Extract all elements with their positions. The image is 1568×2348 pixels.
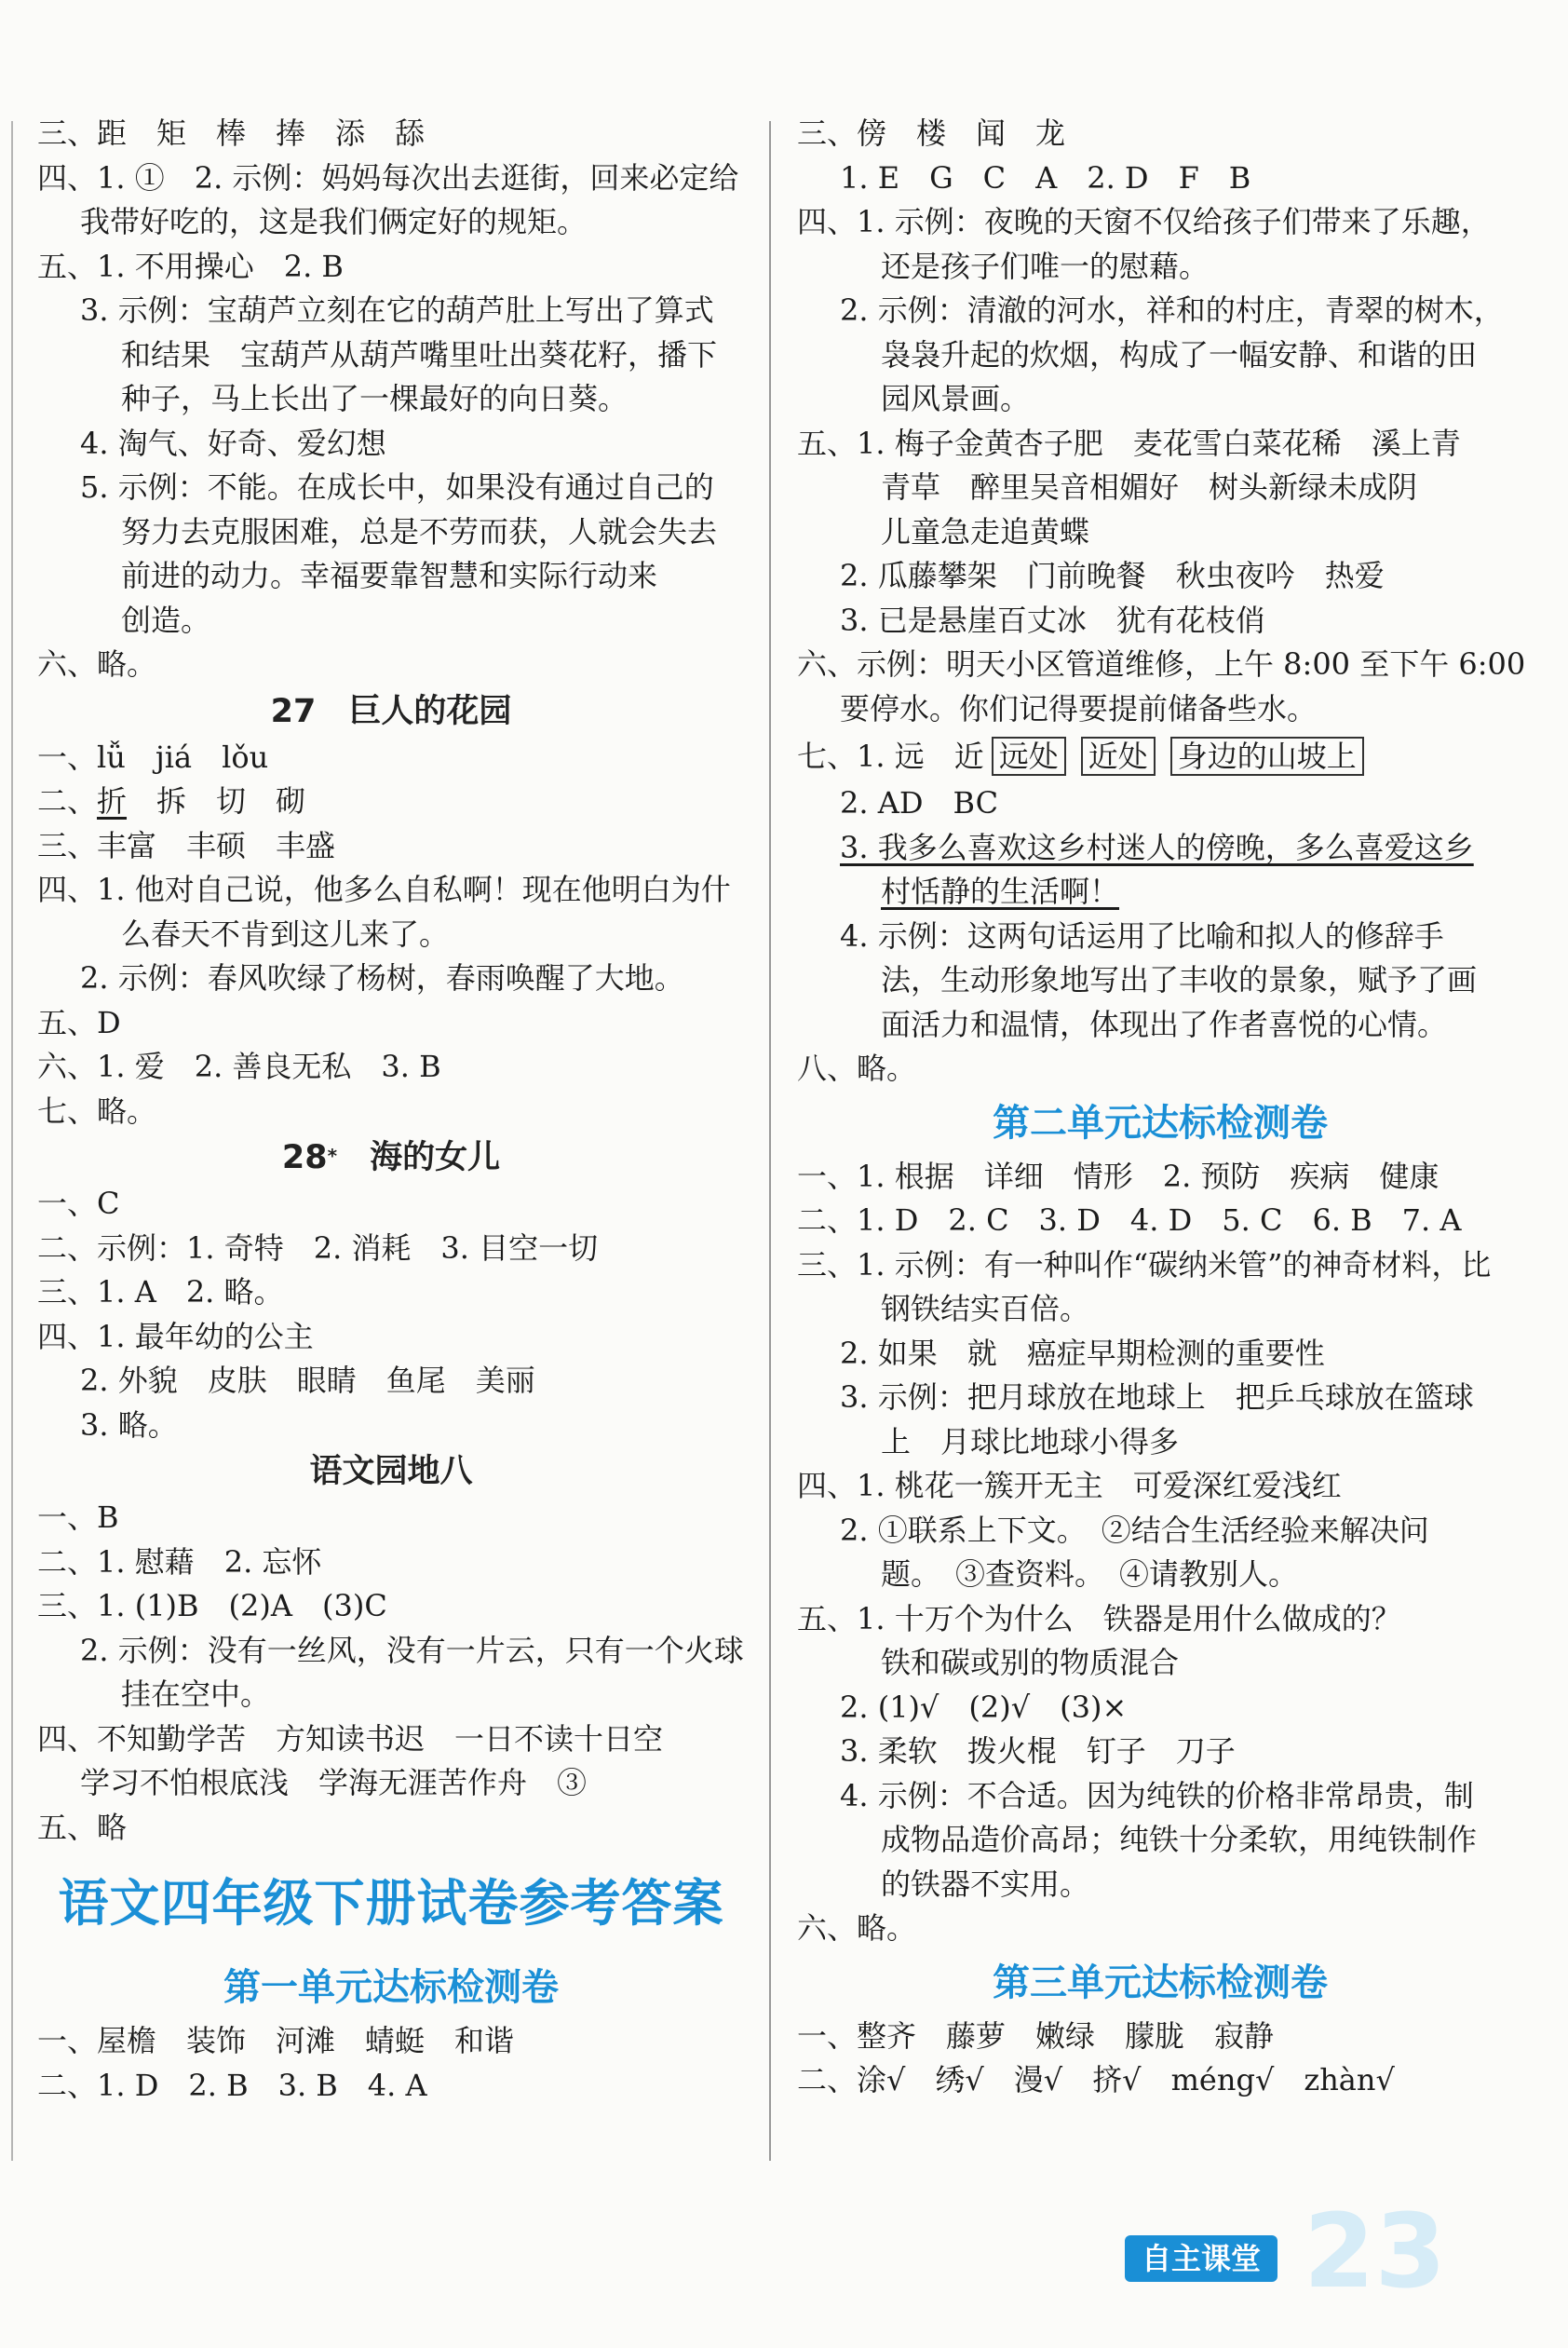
answer-line: 创造。 <box>121 602 211 638</box>
answer-line: 4. 示例：不合适。因为纯铁的价格非常昂贵，制 <box>840 1777 1474 1813</box>
lesson-heading-28 <box>37 1133 745 1182</box>
answer-line: 4. 示例：这两句话运用了比喻和拟人的修辞手 <box>840 917 1444 954</box>
boxed-answer: 远处 <box>992 737 1066 776</box>
answer-line: 法，生动形象地写出了丰收的景象，赋予了画 <box>881 962 1478 998</box>
answer-line: 五、D <box>37 1004 121 1040</box>
answer-line: 二、1. D 2. B 3. B 4. A <box>37 2067 427 2103</box>
unit-heading-1: 第一单元达标检测卷 <box>223 1966 559 2009</box>
answer-line: 青草 醉里吴音相媚好 树头新绿未成阴 <box>881 469 1418 505</box>
answer-line: 二、示例：1. 奇特 2. 消耗 3. 目空一切 <box>37 1229 599 1266</box>
answer-line: 一、B <box>37 1500 119 1535</box>
answer-line: 六、略。 <box>797 1910 917 1946</box>
answer-line: 儿童急走追黄蝶 <box>881 513 1090 550</box>
answer-line: 4. 淘气、好奇、爱幻想 <box>80 425 386 461</box>
answer-line: 六、示例：明天小区管道维修，上午 8:00 至下午 6:00 <box>797 646 1526 682</box>
optional-star: * <box>327 1145 338 1167</box>
answer-line: 3. 我多么喜欢这乡村迷人的傍晚，多么喜爱这乡 <box>840 829 1474 865</box>
answer-line: 种子，马上长出了一棵最好的向日葵。 <box>121 381 629 416</box>
answer-line: 2. ①联系上下文。 ②结合生活经验来解决问 <box>840 1512 1429 1548</box>
answer-line: 一、屋檐 装饰 河滩 蜻蜓 和谐 <box>37 2023 515 2058</box>
answer-line: 2. 如果 就 癌症早期检测的重要性 <box>840 1335 1325 1371</box>
answer-line: 二、1. D 2. C 3. D 4. D 5. C 6. B 7. A <box>797 1202 1462 1238</box>
answer-line: 一、1. 根据 详细 情形 2. 预防 疾病 健康 <box>797 1158 1440 1194</box>
answer-line <box>37 780 745 824</box>
answer-line: 成物品造价高昂；纯铁十分柔软，用纯铁制作 <box>881 1822 1478 1857</box>
answer-line: 三、1. A 2. 略。 <box>37 1274 284 1310</box>
main-title: 语文四年级下册试卷参考答案 <box>58 1873 724 1933</box>
lesson-number: 28 <box>281 1139 328 1176</box>
answer-line: 村恬静的生活啊！ <box>881 874 1120 909</box>
answer-line: 五、略 <box>37 1809 128 1845</box>
brand-badge: 自主课堂 <box>1125 2235 1277 2282</box>
unit-heading-2: 第二单元达标检测卷 <box>993 1101 1328 1145</box>
answer-line: 铁和碳或别的物质混合 <box>881 1645 1180 1680</box>
answer-line: 上 月球比地球小得多 <box>881 1423 1180 1459</box>
answer-line: 2. 外貌 皮肤 眼睛 鱼尾 美丽 <box>80 1363 535 1398</box>
answer-line: 2. 示例：清澈的河水，祥和的村庄，青翠的树木， <box>840 292 1504 328</box>
answer-line: 三、1. 示例：有一种叫作“碳纳米管”的神奇材料，比 <box>797 1246 1492 1283</box>
answer-line: 学习不怕根底浅 学海无涯苦作舟 ③ <box>80 1765 588 1800</box>
answer-line: 四、不知勤学苦 方知读书迟 一日不读十日空 <box>37 1720 664 1757</box>
answer-line: 2. AD BC <box>840 785 999 821</box>
answer-text: 七、1. 远 近 <box>797 739 984 774</box>
lesson-title: 海的女儿 <box>337 1139 501 1176</box>
answer-line: 四、1. ① 2. 示例：妈妈每次出去逛街，回来必定给 <box>37 159 739 196</box>
answer-line: 3. 柔软 拨火棍 钉子 刀子 <box>840 1733 1236 1769</box>
lesson-heading-27: 27 巨人的花园 <box>270 692 512 730</box>
answer-prefix: 二、 <box>37 783 98 819</box>
answer-line: 我带好吃的，这是我们俩定好的规矩。 <box>80 204 588 239</box>
left-column <box>37 112 745 2108</box>
answer-line: 四、1. 示例：夜晚的天窗不仅给孩子们带来了乐趣， <box>797 204 1491 239</box>
answer-line: 3. 已是悬崖百丈冰 犹有花枝俏 <box>840 602 1265 638</box>
answer-line: 挂在空中。 <box>121 1676 271 1712</box>
boxed-answer: 身边的山坡上 <box>1170 737 1364 776</box>
answer-line: 钢铁结实百倍。 <box>881 1291 1090 1326</box>
answer-line: 2. (1)√ (2)√ (3)× <box>840 1689 1128 1725</box>
answer-line: 六、略。 <box>37 646 157 682</box>
underlined-char: 折 <box>97 783 128 819</box>
answer-line: 2. 示例：没有一丝风，没有一片云，只有一个火球 <box>80 1632 744 1668</box>
answer-line: 八、略。 <box>797 1051 917 1086</box>
page-number: 23 <box>1304 2192 1447 2311</box>
answer-line: 七、略。 <box>37 1093 157 1129</box>
answer-line <box>797 731 1523 781</box>
answer-line: 面活力和温情，体现出了作者喜悦的心情。 <box>881 1006 1448 1042</box>
answer-line: 五、1. 不用操心 2. B <box>37 248 344 284</box>
answer-line: 二、涂√ 绣√ 漫√ 挤√ méng√ zhàn√ <box>797 2062 1395 2097</box>
answer-line: 三、1. (1)B (2)A (3)C <box>37 1588 387 1623</box>
answer-line: 一、lǚ jiá lǒu <box>37 739 269 775</box>
unit-heading-3: 第三单元达标检测卷 <box>993 1961 1328 2004</box>
answer-line: 五、1. 十万个为什么 铁器是用什么做成的？ <box>797 1600 1401 1636</box>
right-column <box>797 112 1526 2103</box>
answer-text: 拆 切 砌 <box>127 783 306 819</box>
answer-line: 题。 ③查资料。 ④请教别人。 <box>881 1556 1299 1592</box>
answer-line: 要停水。你们记得要提前储备些水。 <box>840 690 1318 726</box>
answer-line: 五、1. 梅子金黄杏子肥 麦花雪白菜花稀 溪上青 <box>797 425 1461 461</box>
answer-line: 袅袅升起的炊烟，构成了一幅安静、和谐的田 <box>881 336 1478 373</box>
answer-line: 一、C <box>37 1186 120 1221</box>
answer-line: 还是孩子们唯一的慰藉。 <box>881 248 1210 284</box>
answer-line: 园风景画。 <box>881 381 1031 416</box>
answer-line: 四、1. 最年幼的公主 <box>37 1318 314 1354</box>
section-heading-yuwen-yuandi: 语文园地八 <box>309 1453 473 1490</box>
answer-line: 前进的动力。幸福要靠智慧和实际行动来 <box>121 558 658 593</box>
answer-line: 三、丰富 丰硕 丰盛 <box>37 827 336 863</box>
answer-line: 的铁器不实用。 <box>881 1866 1090 1902</box>
answer-line: 四、1. 桃花一簇开无主 可爱深红爱浅红 <box>797 1468 1342 1503</box>
answer-line: 和结果 宝葫芦从葫芦嘴里吐出葵花籽，播下 <box>121 336 718 373</box>
answer-line: 三、距 矩 棒 捧 添 舔 <box>37 115 426 151</box>
answer-line: 三、傍 楼 闻 龙 <box>797 115 1066 151</box>
answer-line: 六、1. 爱 2. 善良无私 3. B <box>37 1049 441 1084</box>
answer-line: 1. E G C A 2. D F B <box>840 159 1251 196</box>
answer-line: 一、整齐 藤萝 嫩绿 朦胧 寂静 <box>797 2017 1275 2054</box>
page-edge-line <box>11 121 13 2161</box>
answer-line: 2. 瓜藤攀架 门前晚餐 秋虫夜吟 热爱 <box>840 558 1385 593</box>
answer-line: 2. 示例：春风吹绿了杨树，春雨唤醒了大地。 <box>80 960 684 996</box>
answer-line: 二、1. 慰藉 2. 忘怀 <box>37 1543 322 1580</box>
answer-line: 么春天不肯到这儿来了。 <box>121 916 450 952</box>
answer-line: 四、1. 他对自己说，他多么自私啊！现在他明白为什 <box>37 872 731 907</box>
answer-line: 3. 示例：宝葫芦立刻在它的葫芦肚上写出了算式 <box>80 292 714 328</box>
answer-line: 3. 略。 <box>80 1406 178 1443</box>
boxed-answer: 近处 <box>1081 737 1156 776</box>
answer-line: 3. 示例：把月球放在地球上 把乒乓球放在篮球 <box>840 1379 1474 1415</box>
answer-line: 5. 示例：不能。在成长中，如果没有通过自己的 <box>80 469 714 505</box>
column-divider <box>769 121 771 2161</box>
answer-line: 努力去克服困难，总是不劳而获，人就会失去 <box>121 513 718 550</box>
